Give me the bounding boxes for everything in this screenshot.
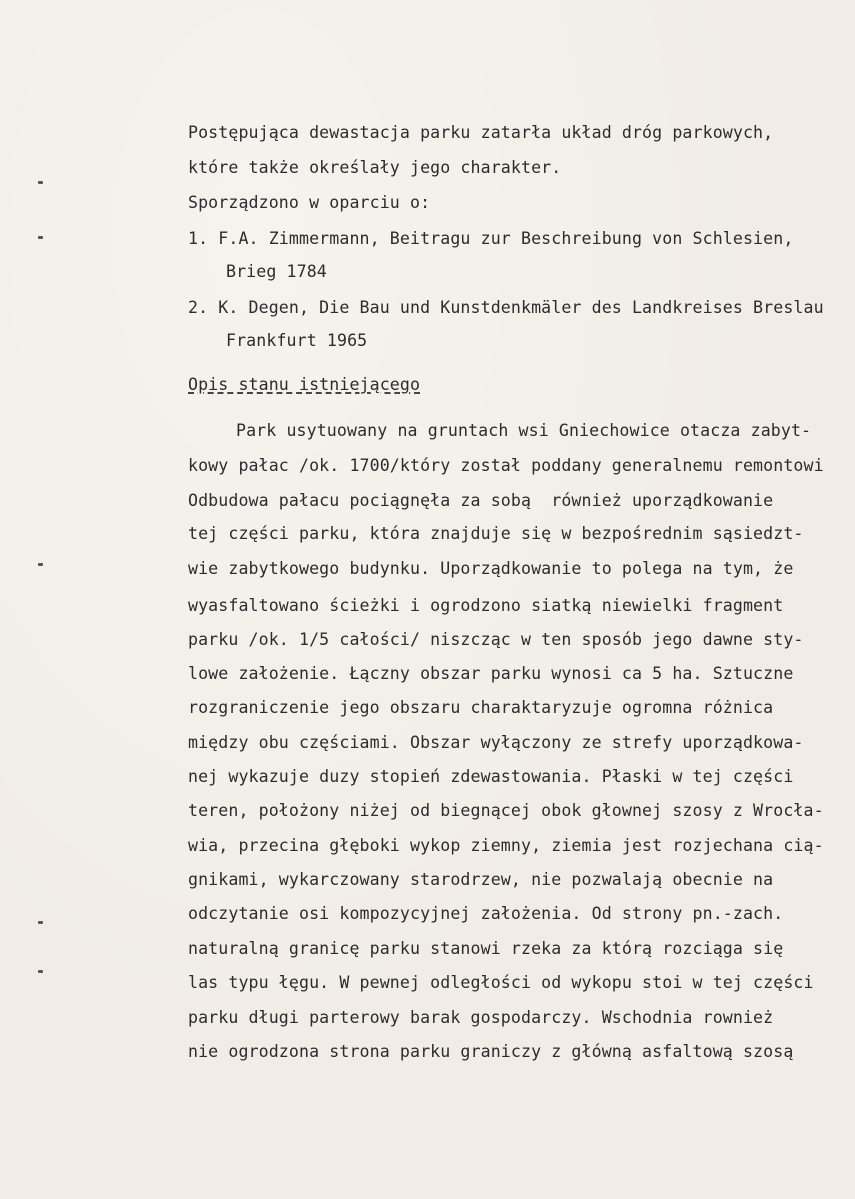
body-line: nej wykazuje duzy stopień zdewastowania. Płaski w tej części xyxy=(188,767,794,786)
body-line: wia, przecina głęboki wykop ziemny, ziemia jest rozjechana cią- xyxy=(188,836,824,855)
source-item-continuation: Brieg 1784 xyxy=(226,262,327,281)
body-line: gnikami, wykarczowany starodrzew, nie pozwalają obecnie na xyxy=(188,870,774,889)
margin-mark xyxy=(38,921,43,924)
margin-mark xyxy=(38,563,43,566)
section-heading: Opis stanu istniejącego xyxy=(188,375,421,394)
body-line: naturalną granicę parku stanowi rzeka za którą rozciąga się xyxy=(188,939,784,958)
source-item-continuation: Frankfurt 1965 xyxy=(226,331,368,350)
body-line: teren, położony niżej od biegnącej obok głownej szosy z Wrocła- xyxy=(188,801,824,820)
sources-title: Sporządzono w oparciu o: xyxy=(188,193,431,212)
body-line: lowe założenie. Łączny obszar parku wynosi ca 5 ha. Sztuczne xyxy=(188,664,794,683)
body-line: wyasfaltowano ścieżki i ogrodzono siatką niewielki fragment xyxy=(188,596,784,615)
source-item: 2. K. Degen, Die Bau und Kunstdenkmäler des Landkreises Breslau xyxy=(188,298,824,317)
body-line: Park usytuowany na gruntach wsi Gniechowice otacza zabyt- xyxy=(236,421,812,440)
body-line: las typu łęgu. W pewnej odległości od wykopu stoi w tej części xyxy=(188,973,814,992)
body-line: kowy pałac /ok. 1700/który został poddany generalnemu remontowi xyxy=(188,456,824,475)
body-line: między obu częściami. Obszar wyłączony ze strefy uporządkowa- xyxy=(188,733,804,752)
margin-mark xyxy=(38,236,43,239)
margin-mark xyxy=(38,970,43,973)
source-item: 1. F.A. Zimmermann, Beitragu zur Beschreibung von Schlesien, xyxy=(188,229,794,248)
body-line: wie zabytkowego budynku. Uporządkowanie to polega na tym, że xyxy=(188,559,794,578)
body-line: odczytanie osi kompozycyjnej założenia. Od strony pn.-zach. xyxy=(188,904,784,923)
intro-line: które także określały jego charakter. xyxy=(188,158,562,177)
body-line: parku /ok. 1/5 całości/ niszcząc w ten sposób jego dawne sty- xyxy=(188,630,804,649)
margin-mark xyxy=(38,181,43,184)
body-line: parku długi parterowy barak gospodarczy. Wschodnia rownież xyxy=(188,1008,774,1027)
intro-line: Postępująca dewastacja parku zatarła układ dróg parkowych, xyxy=(188,123,774,142)
body-line: tej części parku, która znajduje się w bezpośrednim sąsiedzt- xyxy=(188,524,804,543)
body-line: rozgraniczenie jego obszaru charaktaryzuje ogromna różnica xyxy=(188,698,774,717)
body-line: Odbudowa pałacu pociągnęła za sobą również uporządkowanie xyxy=(188,491,774,510)
body-line: nie ogrodzona strona parku graniczy z główną asfaltową szosą xyxy=(188,1042,794,1061)
